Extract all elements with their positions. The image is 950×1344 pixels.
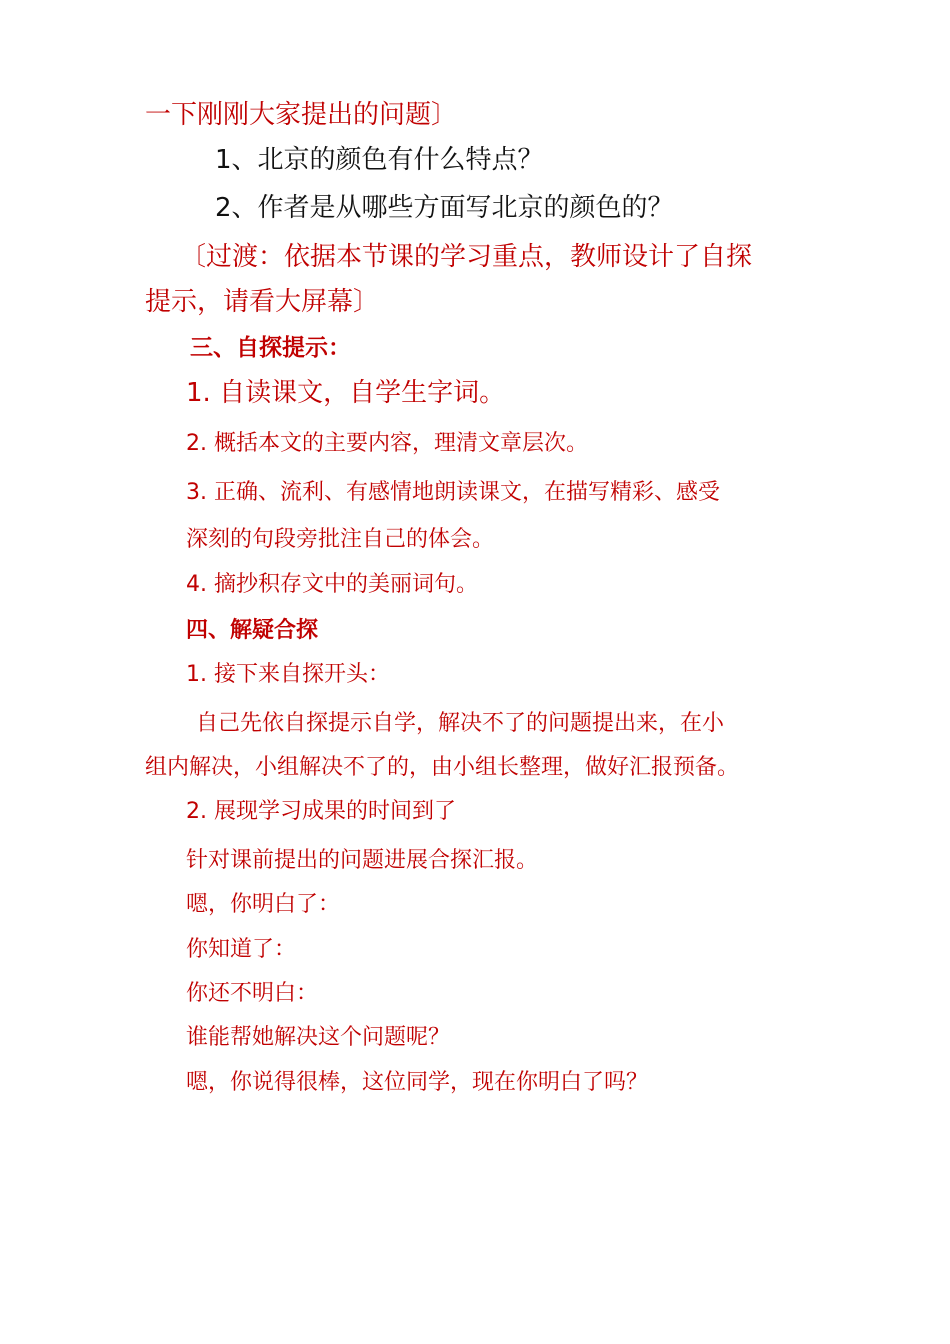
step-item-2: 2. 展现学习成果的时间到了 bbox=[186, 799, 456, 824]
question-item-2: 2、作者是从哪些方面写北京的颜色的？ bbox=[215, 193, 674, 223]
dialogue-line-1: 嗯，你明白了： bbox=[186, 892, 341, 917]
step-item-1: 1. 接下来自探开头： bbox=[186, 662, 390, 687]
transition-note-line-1: 〔过渡：依据本节课的学习重点，教师设计了自探 bbox=[180, 242, 753, 272]
dialogue-line-4: 谁能帮她解决这个问题呢？ bbox=[186, 1025, 451, 1050]
hint-item-3-continued: 深刻的句段旁批注自己的体会。 bbox=[186, 527, 495, 552]
hint-item-3: 3. 正确、流利、有感情地朗读课文，在描写精彩、感受 bbox=[186, 480, 720, 505]
step-1-paragraph-line-2: 组内解决，小组解决不了的，由小组长整理，做好汇报预备。 bbox=[145, 755, 740, 780]
section-heading-4: 四、解疑合探 bbox=[186, 617, 319, 643]
dialogue-line-2: 你知道了： bbox=[186, 937, 297, 962]
hint-item-4: 4. 摘抄积存文中的美丽词句。 bbox=[186, 572, 478, 597]
question-item-1: 1、北京的颜色有什么特点？ bbox=[215, 145, 544, 175]
hint-item-2: 2. 概括本文的主要内容，理清文章层次。 bbox=[186, 431, 588, 456]
section-heading-3: 三、自探提示： bbox=[190, 334, 351, 361]
dialogue-line-3: 你还不明白： bbox=[186, 981, 319, 1006]
paragraph-line: 一下刚刚大家提出的问题〕 bbox=[145, 100, 458, 130]
transition-note-line-2: 提示，请看大屏幕〕 bbox=[145, 287, 380, 317]
dialogue-line-5: 嗯，你说得很棒，这位同学，现在你明白了吗？ bbox=[186, 1070, 649, 1095]
step-1-paragraph-line-1: 自己先依自探提示自学，解决不了的问题提出来，在小 bbox=[196, 711, 725, 736]
hint-item-1: 1. 自读课文，自学生字词。 bbox=[186, 378, 506, 408]
step-2-paragraph: 针对课前提出的问题进展合探汇报。 bbox=[186, 848, 539, 873]
